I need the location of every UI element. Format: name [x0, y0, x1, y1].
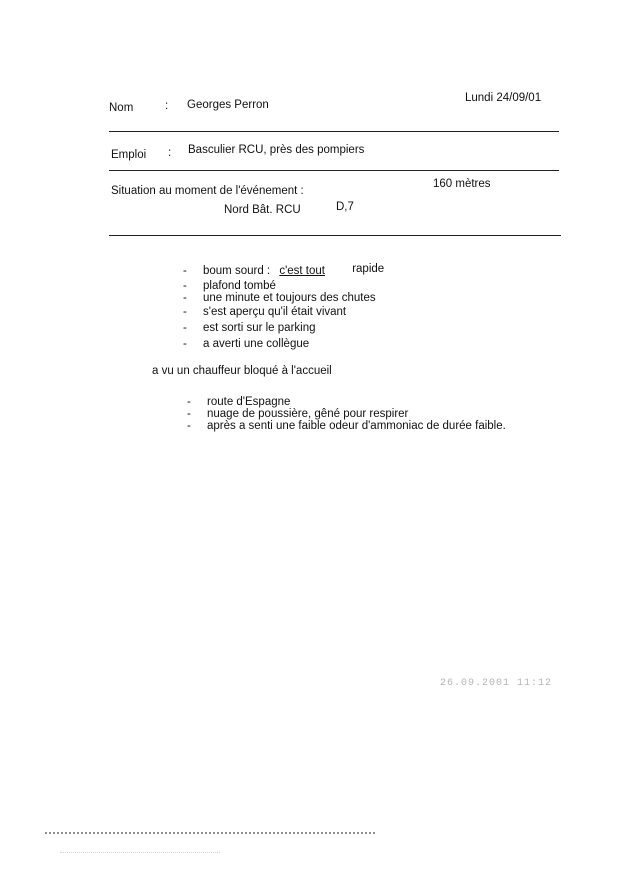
list-item	[183, 292, 376, 304]
list-extra: rapide	[352, 263, 385, 275]
scan-artifact-line	[60, 852, 220, 853]
nom-value: Georges Perron	[187, 99, 269, 111]
list-emphasis: c'est tout	[279, 265, 325, 277]
divider-3	[109, 235, 561, 236]
list-item	[183, 280, 276, 292]
list-dash: -	[183, 306, 187, 318]
list-text: une minute et toujours des chutes	[203, 292, 376, 304]
list-dash: -	[187, 396, 191, 408]
report-date: Lundi 24/09/01	[465, 92, 542, 104]
list-dash: -	[187, 408, 191, 420]
list-dash: -	[183, 322, 187, 334]
list-text: boum sourd :	[203, 265, 271, 277]
list-text: s'est aperçu qu'il était vivant	[203, 306, 347, 318]
emploi-label: Emploi	[111, 149, 147, 161]
divider-1	[109, 131, 559, 132]
distance-value: 160 mètres	[433, 178, 491, 190]
emploi-colon: :	[168, 147, 172, 159]
list-item	[187, 396, 290, 408]
location-code: D,7	[336, 201, 354, 213]
emploi-value: Basculier RCU, près des pompiers	[188, 144, 365, 156]
list-item	[187, 420, 506, 432]
list-dash: -	[183, 292, 187, 304]
divider-2	[109, 170, 559, 171]
list-item	[183, 265, 384, 277]
list-text: nuage de poussière, gêné pour respirer	[207, 408, 409, 420]
nom-colon: :	[165, 100, 169, 112]
list-text: après a senti une faible odeur d'ammoniac de durée faible.	[207, 420, 506, 432]
list-item	[183, 306, 346, 318]
situation-label: Situation au moment de l'événement :	[111, 185, 304, 197]
nom-label: Nom	[109, 102, 134, 114]
list-item	[187, 408, 408, 420]
list-item	[183, 338, 309, 350]
list-item	[183, 322, 316, 334]
list-text: est sorti sur le parking	[203, 322, 316, 334]
list-dash: -	[183, 338, 187, 350]
list-dash: -	[187, 420, 191, 432]
list-text: route d'Espagne	[207, 396, 291, 408]
location-value: Nord Bât. RCU	[224, 204, 301, 216]
list-dash: -	[183, 265, 187, 277]
list-dash: -	[183, 280, 187, 292]
fax-stamp: 26.09.2001 11:12	[440, 678, 553, 689]
list-text: a averti une collègue	[203, 338, 310, 350]
list-text: plafond tombé	[203, 280, 276, 292]
middle-line: a vu un chauffeur bloqué à l'accueil	[152, 365, 332, 377]
scan-artifact-line	[45, 832, 375, 834]
